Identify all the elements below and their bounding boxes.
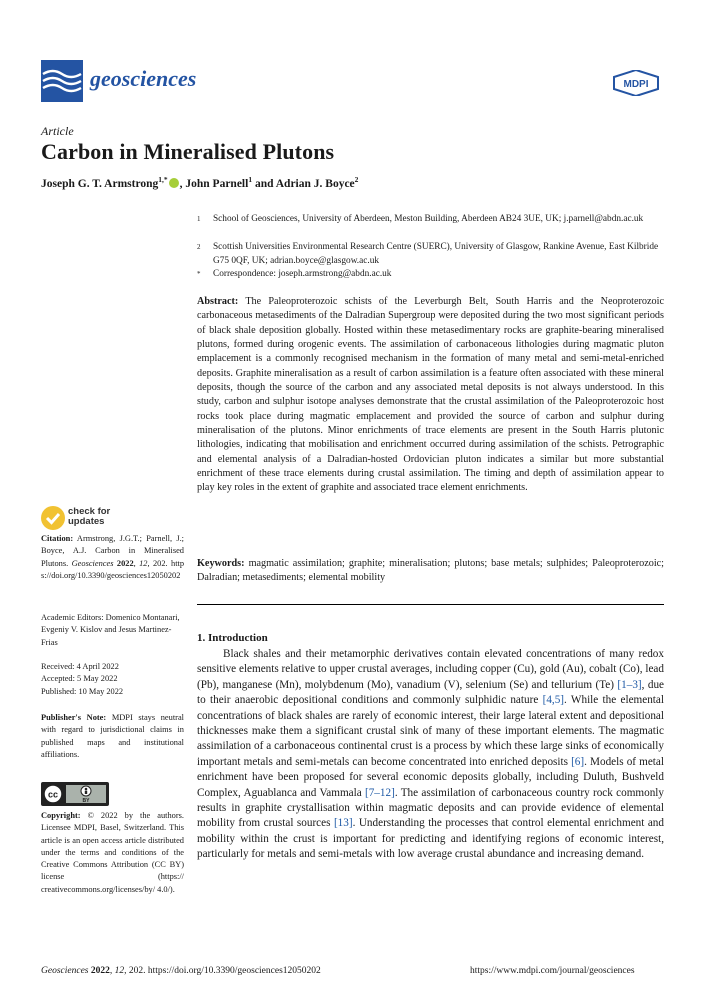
keywords-label: Keywords: xyxy=(197,558,245,569)
cc-license-badge[interactable] xyxy=(41,782,109,806)
cc-by-text: BY xyxy=(82,798,90,804)
author-list: Joseph G. T. Armstrong$^{1,*}$ , John Parnell$^1$ and Adrian J. Boyce$^2$ xyxy=(41,175,359,190)
abstract-label: Abstract: xyxy=(197,296,239,307)
page-title: Carbon in Mineralised Plutons xyxy=(41,139,335,164)
footer-citation: Geosciences 2022, 12, 202. https://doi.org/10.3390/geosciences12050202 xyxy=(41,966,321,976)
author-name: Joseph G. T. Armstrong xyxy=(41,177,159,190)
copyright-notice: Copyright: © 2022 by the authors. Licensee MDPI, Basel, Switzerland. This article is an open access article distributed under the terms and conditions of the Creative Commons Attribution (CC BY) license (https:// creativecommons.org/licenses/by/ 4.0/). xyxy=(41,811,185,894)
check-updates-label: check for updates xyxy=(68,506,111,527)
citation-link[interactable]: [4,5] xyxy=(542,694,565,707)
mdpi-logo-text: MDPI xyxy=(623,79,649,90)
publisher-note: Publisher's Note: MDPI stays neutral with regard to jurisdictional claims in published maps and institutional affiliations. xyxy=(41,713,184,759)
keywords-text: magmatic assimilation; graphite; mineralisation; plutons; base metals; sulphides; Paleoproterozoic; Dalradian; metasediments; elemental mobility xyxy=(197,558,665,584)
citation-link[interactable]: [1–3] xyxy=(617,678,642,691)
section-heading: 1. Introduction xyxy=(197,632,268,644)
affiliation-2: 2 Scottish Universities Environmental Research Centre (SUERC), University of Glasgow, Rankine Avenue, East Kilbride G75 0QF, UK; adrian.boyce@glasgow.ac.uk xyxy=(197,242,659,266)
check-updates-icon xyxy=(41,506,65,530)
author-affiliation-mark: 2 xyxy=(354,175,359,184)
received-date: Received: 4 April 2022 xyxy=(41,662,119,671)
svg-text:cc: cc xyxy=(47,789,59,800)
mdpi-logo-icon xyxy=(612,70,660,96)
introduction-paragraph: Black shales and their metamorphic derivatives contain elevated concentrations of many redox sensitive elements relative to upper crustal averages, including copper (Cu), gold (Au), cobalt (Co), lead (Pb), manganese (Mn), molybdenum (Mo), vanadium (V), selenium (Se) and tellurium (Te) [1–3], due to their anaerobic depositional conditions and commonly sulphidic nature [4,5]. While the elemental concentrations of black shales are rarely of economic interest, their large lateral extent and depositional thicknesses make them a significant crustal sink of many of these important elements. The magmatic assimilation of a carbonaceous continental crust is a process by which these large sinks of economically important metals and semi-metals can become concentrated into enriched deposits [6]. Models of metal enrichment have been proposed for several economic deposits globally, including Duluth, Bushveld Complex, Aguablanca and Vammala [7–12]. The assimilation of carbonaceous country rock commonly results in graphite crystallisation within magmatic deposits and can provide evidence of elemental mobility from crustal sources [13]. Understanding the processes that control elemental enrichment and mobility within the crust is important for predicting and identifying regions of economic interest, particularly for metals and semi-metals with low average crustal abundance and increasing demand. xyxy=(197,648,664,861)
footer-journal-url[interactable]: https://www.mdpi.com/journal/geosciences xyxy=(470,966,635,976)
author-name: John Parnell xyxy=(185,177,249,190)
journal-logo-icon xyxy=(41,60,83,102)
citation-link[interactable]: [6] xyxy=(571,755,585,768)
journal-name[interactable]: geosciences xyxy=(90,66,197,91)
author-name: Adrian J. Boyce xyxy=(275,177,355,190)
citation-doi-link[interactable]: https://doi.org/10.3390/geosciences12050202 xyxy=(41,558,185,580)
article-type: Article xyxy=(41,124,74,138)
affiliation-1: 1 School of Geosciences, University of Aberdeen, Meston Building, Aberdeen AB24 3UE, UK; j.parnell@abdn.ac.uk xyxy=(197,214,644,224)
dates-block xyxy=(41,661,184,698)
orcid-icon[interactable] xyxy=(169,178,179,188)
correspondence: * Correspondence: joseph.armstrong@abdn.ac.uk xyxy=(197,269,392,279)
abstract xyxy=(197,295,664,496)
check-for-updates-badge[interactable] xyxy=(41,506,161,532)
section-divider xyxy=(197,604,664,605)
citation-link[interactable]: [7–12] xyxy=(364,786,395,799)
author-affiliation-mark: 1,* xyxy=(158,175,168,184)
citation-block: Citation: Armstrong, J.G.T.; Parnell, J.; Boyce, A.J. Carbon in Mineralised Plutons. Geosciences 2022, 12, 202. https://doi.org/10.3390/geosciences12050202 xyxy=(41,534,185,580)
citation-link[interactable]: [13] xyxy=(333,817,353,830)
author-affiliation-mark: 1 xyxy=(248,175,253,184)
accepted-date: Accepted: 5 May 2022 xyxy=(41,674,118,684)
academic-editors: Academic Editors: Domenico Montanari, Evgeniy V. Kislov and Jesus Martinez-Frias xyxy=(41,613,180,647)
keywords xyxy=(197,557,664,586)
published-date: Published: 10 May 2022 xyxy=(41,686,124,696)
abstract-text: The Paleoproterozoic schists of the Leverburgh Belt, South Harris and the Neoproterozoic carbonaceous metasediments of the Dalradian Supergroup were deposited during the two most significant periods of black shale deposition globally. Hosted within these metasedimentary rocks are graphite-bearing mineralised plutons, formed during orogenic events. The assimilation of carbonaceous lithologies during magmatic pluton emplacement is a commonly recognised mechanism in the formation of many metal and semi-metal-enriched deposits. Graphite mineralisation as a result of carbon assimilation is a feature often associated with these mineral deposits, though the source of the carbon and any associated metal deposits is not always understood. In this study, carbon and sulphur isotope analyses demonstrate that the crustal assimilation of the Paleoproterozoic host rocks took place during magmatic emplacement and provided the source of carbon and sulphur during mineralisation of the plutons. Minor enrichments of trace elements are present in the South Harris plutonic lithologies, indicating that mobilisation and enrichment occurred during assimilation of the schists. Petrographic and elemental analysis of a Dalradian-hosted Ordovician pluton indicates a similar but more substantial enrichment of these trace elements during crustal assimilation. The timing and depth of assimilation appear to play key roles in the extent of graphite and associated trace element enrichments. xyxy=(197,296,664,494)
